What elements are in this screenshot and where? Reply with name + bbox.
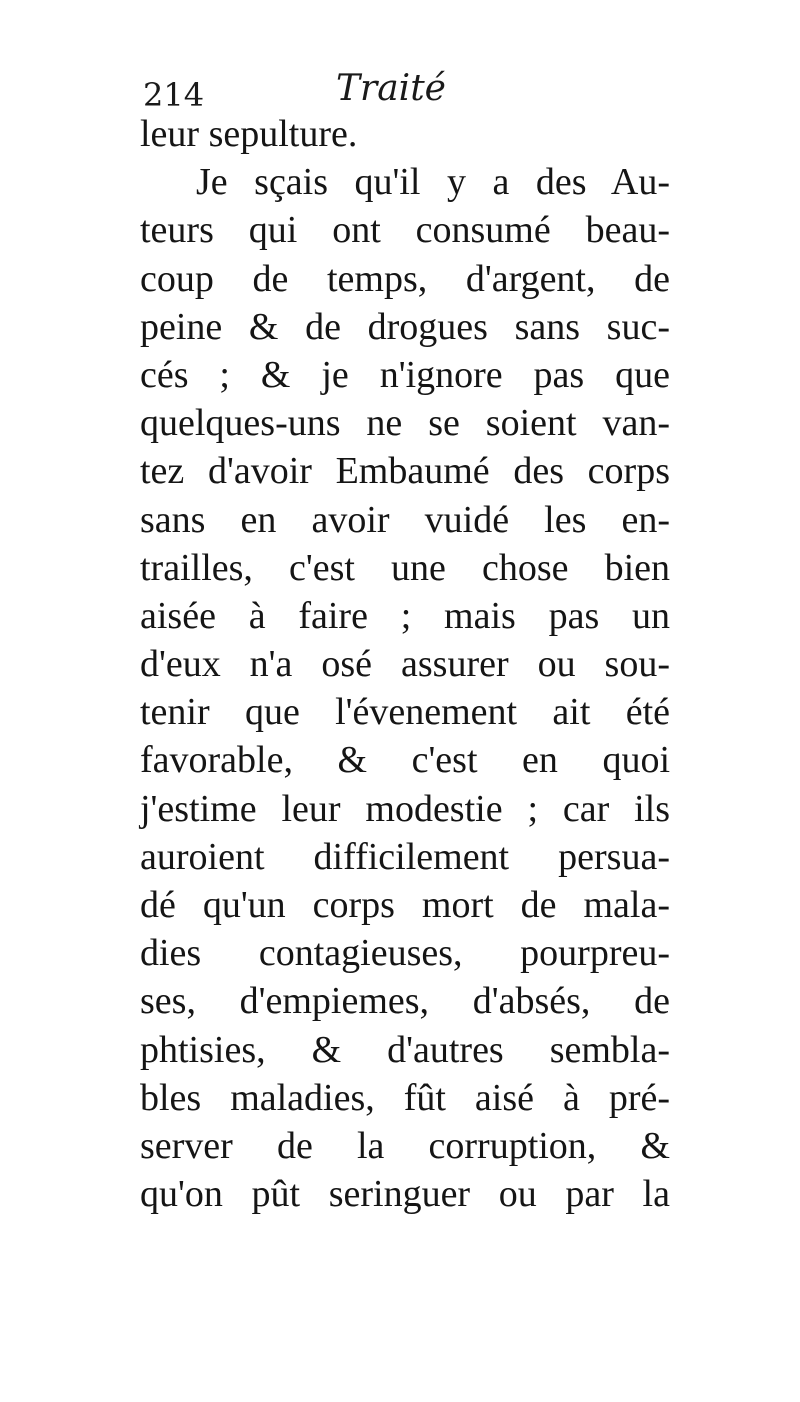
text-line: bles maladies, fût aisé à pré- [140, 1076, 670, 1119]
text-line: Je sçais qu'il y a des Au- [196, 161, 670, 204]
running-title: Traité [336, 68, 446, 109]
text-line: qu'on pût seringuer ou par la [140, 1173, 670, 1216]
text-line: tenir que l'évenement ait été [140, 691, 670, 734]
page-number: 214 [143, 76, 205, 114]
text-line: tez d'avoir Embaumé des corps [140, 450, 670, 493]
text-line: dé qu'un corps mort de mala- [140, 884, 670, 926]
text-line: ses, d'empiemes, d'absés, de [140, 980, 670, 1023]
text-line: dies contagieuses, pourpreu- [140, 932, 670, 975]
text-line: sans en avoir vuidé les en- [140, 498, 670, 541]
text-line: phtisies, & d'autres sembla- [140, 1028, 670, 1071]
text-line: peine & de drogues sans suc- [140, 305, 670, 348]
text-line: j'estime leur modestie ; car ils [140, 787, 670, 830]
text-line: favorable, & c'est en quoi [140, 739, 670, 782]
text-line: quelques-uns ne se soient van- [140, 402, 670, 445]
text-line: d'eux n'a osé assurer ou sou- [140, 643, 670, 686]
text-line: teurs qui ont consumé beau- [140, 209, 670, 252]
text-line: trailles, c'est une chose bien [140, 546, 670, 589]
text-line: server de la corruption, & [140, 1124, 670, 1167]
text-line: cés ; & je n'ignore pas que [140, 353, 670, 396]
body-text [140, 110, 670, 1218]
text-line: aisée à faire ; mais pas un [140, 594, 670, 637]
text-line: coup de temps, d'argent, de [140, 257, 670, 300]
text-line: leur sepulture. [140, 113, 358, 155]
text-line: auroient difficilement persua- [140, 835, 670, 878]
